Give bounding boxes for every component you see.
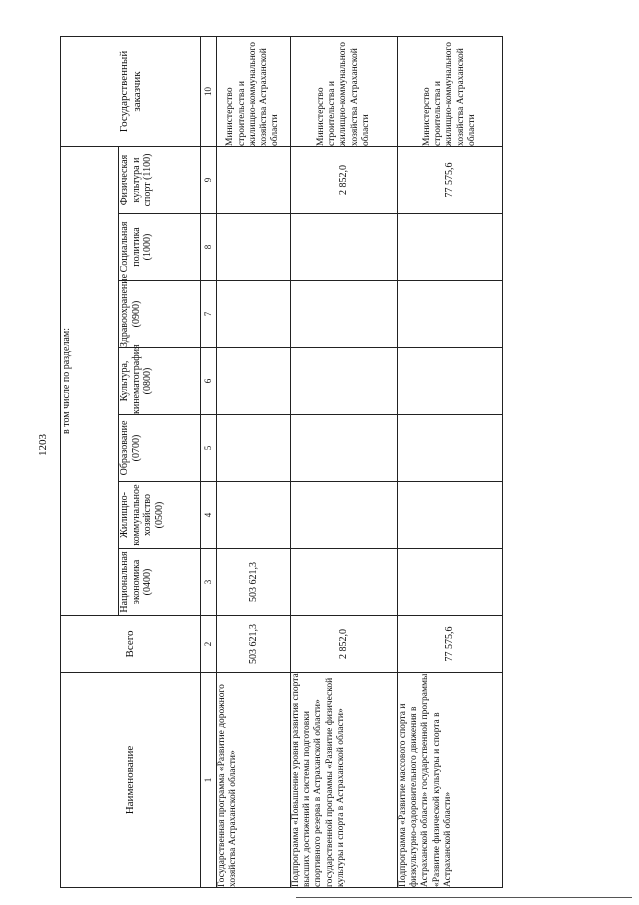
budget-table [60, 36, 503, 888]
row-section-0800-cell [217, 348, 291, 415]
header-name: Наименование [61, 673, 201, 888]
row-section-1100-cell: 77 575,6 [398, 147, 503, 214]
row-section-0800-cell [398, 348, 503, 415]
row-section-0800-cell [291, 348, 398, 415]
row-section-0900-cell [217, 281, 291, 348]
column-number: 8 [201, 214, 217, 281]
row-total-cell: 2 852,0 [291, 616, 398, 673]
row-name-cell: Государственная программа «Развитие дорожного хозяйства Астраханской области» [217, 673, 291, 888]
page-number: 1203 [37, 434, 49, 456]
row-total-cell: 503 621,3 [217, 616, 291, 673]
column-number: 1 [201, 673, 217, 888]
row-name-cell: Подпрограмма «Повышение уровня развития спорта высших достижений и системы подготовки спортивного резерва в Астраханской области» государственной программы «Развитие физической культуры и спорта в Астраханской области» [291, 673, 398, 888]
row-section-0900-cell [398, 281, 503, 348]
rotated-table-container [60, 36, 502, 888]
row-section-1000-cell [398, 214, 503, 281]
header-total: Всего [61, 616, 201, 673]
row-section-0400-cell [291, 549, 398, 616]
column-number: 3 [201, 549, 217, 616]
row-section-0400-cell: 503 621,3 [217, 549, 291, 616]
column-number: 9 [201, 147, 217, 214]
row-customer-cell: Министерство строительства и жилищно-коммунального хозяйства Астраханской области [398, 37, 503, 147]
row-section-0700-cell [217, 415, 291, 482]
column-number: 5 [201, 415, 217, 482]
row-section-0700-cell [291, 415, 398, 482]
table-row [217, 37, 291, 888]
row-section-1100-cell: 2 852,0 [291, 147, 398, 214]
row-section-0500-cell [217, 482, 291, 549]
row-total-cell: 77 575,6 [398, 616, 503, 673]
header-section-0400: Национальная экономика (0400) [119, 549, 201, 616]
header-sections-group: в том числе по разделам: [61, 147, 119, 616]
header-section-0700: Образование (0700) [119, 415, 201, 482]
row-section-0500-cell [291, 482, 398, 549]
header-section-1000: Социальная политика (1000) [119, 214, 201, 281]
page-bottom-rule [296, 897, 632, 898]
header-customer: Государственный заказчик [61, 37, 201, 147]
table-row [291, 37, 398, 888]
table-row [398, 37, 503, 888]
header-section-0500: Жилищно-коммунальное хозяйство (0500) [119, 482, 201, 549]
column-number: 6 [201, 348, 217, 415]
row-section-0700-cell [398, 415, 503, 482]
row-customer-cell: Министерство строительства и жилищно-коммунального хозяйства Астраханской области [217, 37, 291, 147]
row-name-cell: Подпрограмма «Развитие массового спорта и физкультурно-оздоровительного движения в Астраханской области» государственной программы «Развитие физической культуры и спорта в Астраханской области» [398, 673, 503, 888]
column-number: 2 [201, 616, 217, 673]
header-row-top [61, 37, 119, 888]
column-number: 4 [201, 482, 217, 549]
column-number-row [201, 37, 217, 888]
row-section-1100-cell [217, 147, 291, 214]
row-section-0500-cell [398, 482, 503, 549]
row-section-1000-cell [217, 214, 291, 281]
row-section-1000-cell [291, 214, 398, 281]
header-section-0800: Культура, кинематография (0800) [119, 348, 201, 415]
column-number: 7 [201, 281, 217, 348]
row-customer-cell: Министерство строительства и жилищно-коммунального хозяйства Астраханской области [291, 37, 398, 147]
header-section-0900: Здравоохранение (0900) [119, 281, 201, 348]
row-section-0900-cell [291, 281, 398, 348]
header-section-1100: Физическая культура и спорт (1100) [119, 147, 201, 214]
row-section-0400-cell [398, 549, 503, 616]
column-number: 10 [201, 37, 217, 147]
